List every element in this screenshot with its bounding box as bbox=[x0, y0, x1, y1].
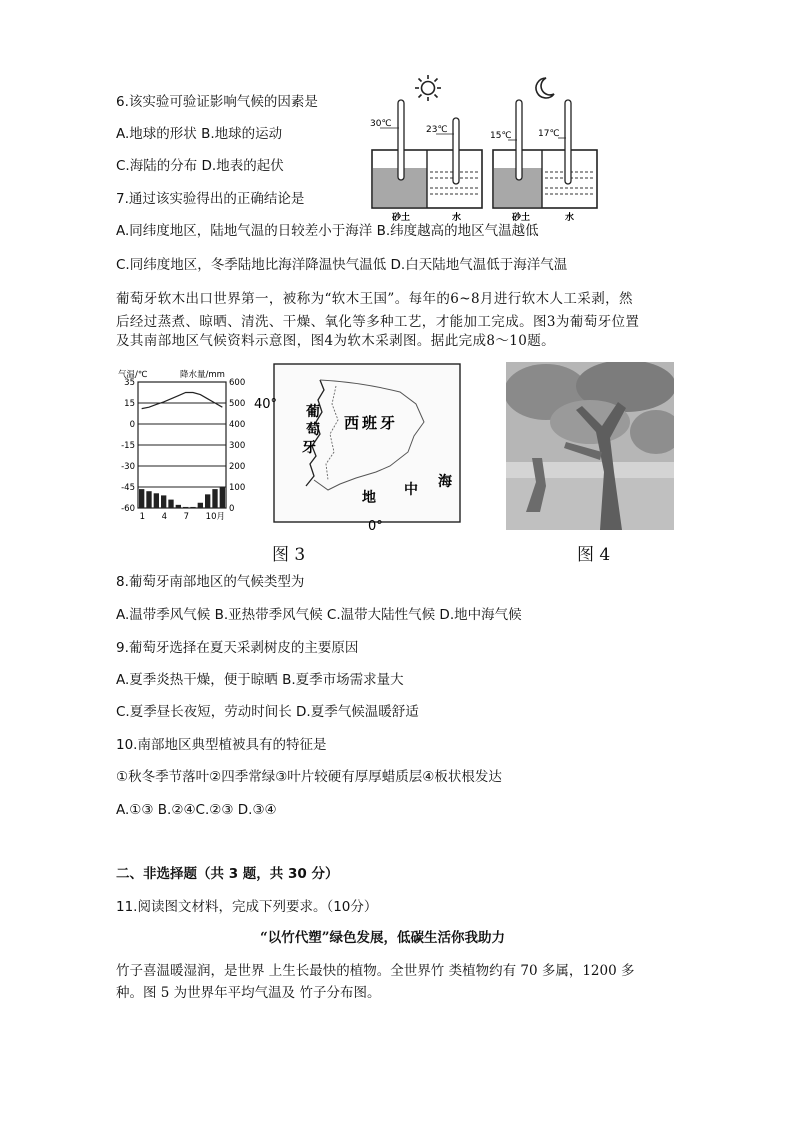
precip-bar bbox=[161, 495, 166, 508]
q9-options-ab: A.夏季炎热干燥，便于晾晒 B.夏季市场需求量大 bbox=[116, 672, 404, 688]
night-right-temp: 17℃ bbox=[538, 129, 560, 139]
q10-items: ①秋冬季节落叶②四季常绿③叶片较硬有厚厚蜡质层④板状根发达 bbox=[116, 769, 502, 785]
q11-line-2: 种。图 5 为世界年平均气温及 竹子分布图。 bbox=[116, 985, 381, 1001]
day-right-temp: 23℃ bbox=[426, 125, 448, 135]
q10-stem: 10.南部地区典型植被具有的特征是 bbox=[116, 737, 327, 753]
spain-label: 西班牙 bbox=[344, 414, 399, 432]
night-left-temp: 15℃ bbox=[490, 131, 512, 141]
night-soil-label: 砂土 bbox=[512, 213, 531, 223]
portugal-char-2: 萄 bbox=[306, 422, 320, 438]
precip-bar bbox=[205, 494, 210, 508]
q8-stem: 8.葡萄牙南部地区的气候类型为 bbox=[116, 574, 305, 590]
portugal-char-1: 葡 bbox=[306, 404, 320, 420]
temp-tick-label: -30 bbox=[121, 462, 135, 472]
portugal-char-3: 牙 bbox=[302, 440, 316, 456]
med-char-3: 海 bbox=[438, 474, 452, 490]
moon-icon bbox=[536, 78, 554, 98]
day-left-temp: 30℃ bbox=[370, 119, 392, 129]
q9-stem: 9.葡萄牙选择在夏天采剥树皮的主要原因 bbox=[116, 640, 359, 656]
precip-tick-label: 200 bbox=[229, 462, 246, 472]
precip-bar bbox=[190, 507, 195, 508]
fig4-caption: 图 4 bbox=[577, 545, 611, 565]
temp-tick-label: 15 bbox=[124, 399, 135, 409]
night-water-label: 水 bbox=[565, 213, 575, 223]
precip-tick-label: 100 bbox=[229, 483, 246, 493]
precip-bar bbox=[146, 491, 151, 508]
precip-tick-label: 500 bbox=[229, 399, 246, 409]
lon-label: 0° bbox=[368, 519, 383, 532]
q7-stem: 7.通过该实验得出的正确结论是 bbox=[116, 191, 305, 207]
section-heading: 二、非选择题（共 3 题，共 30 分） bbox=[116, 866, 339, 882]
precip-bar bbox=[154, 493, 159, 508]
precip-bar bbox=[139, 489, 144, 508]
q9-options-cd: C.夏季昼长夜短，劳动时间长 D.夏季气候温暖舒适 bbox=[116, 704, 419, 720]
q8-options: A.温带季风气候 B.亚热带季风气候 C.温带大陆性气候 D.地中海气候 bbox=[116, 607, 522, 623]
q11-line-1: 竹子喜温暖湿润，是世界 上生长最快的植物。全世界竹 类植物约有 70 多属，1200 多 bbox=[116, 963, 635, 979]
climate-chart bbox=[112, 366, 246, 526]
q7-options-cd: C.同纬度地区，冬季陆地比海洋降温快气温低 D.白天陆地气温低于海洋气温 bbox=[116, 257, 568, 273]
q10-options: A.①③ B.②④C.②③ D.③④ bbox=[116, 802, 277, 818]
day-water-label: 水 bbox=[452, 213, 462, 223]
temp-tick-label: -45 bbox=[121, 483, 135, 493]
temp-tick-label: -60 bbox=[121, 504, 135, 514]
q11-title: “以竹代塑”绿色发展，低碳生活你我助力 bbox=[260, 930, 506, 946]
precip-bar bbox=[220, 487, 225, 508]
temp-tick-label: -15 bbox=[121, 441, 135, 451]
temperature-curve bbox=[142, 393, 223, 409]
iberia-map bbox=[240, 360, 464, 532]
month-tick-label: 7 bbox=[183, 512, 190, 522]
cork-tree-photo bbox=[506, 362, 674, 530]
temp-tick-label: 35 bbox=[124, 378, 135, 388]
temp-tick-label: 0 bbox=[129, 420, 135, 430]
precip-bar bbox=[198, 503, 203, 508]
precip-axis-label: 降水量/mm bbox=[180, 370, 225, 380]
precip-bar bbox=[176, 505, 181, 508]
precip-tick-label: 300 bbox=[229, 441, 246, 451]
passage-line-2: 后经过蒸煮、晾晒、清洗、干燥、氧化等多种工艺，才能加工完成。图3为葡萄牙位置 bbox=[116, 314, 640, 330]
lat-label: 40° bbox=[254, 397, 278, 412]
precip-bar bbox=[168, 500, 173, 508]
passage-line-3: 及其南部地区气候资料示意图，图4为软木采剥图。据此完成8〜10题。 bbox=[116, 333, 556, 349]
experiment-figure bbox=[368, 72, 600, 224]
med-char-1: 地 bbox=[362, 490, 376, 506]
passage-line-1: 葡萄牙软木出口世界第一，被称为“软木王国”。每年的6~8月进行软木人工采剥，然 bbox=[116, 291, 633, 307]
q6-stem: 6.该实验可验证影响气候的因素是 bbox=[116, 94, 318, 110]
precip-bar bbox=[212, 489, 217, 508]
sun-icon bbox=[415, 75, 441, 101]
month-tick-label: 10月 bbox=[205, 512, 225, 522]
med-char-2: 中 bbox=[404, 482, 418, 498]
fig3-caption: 图 3 bbox=[272, 545, 306, 565]
precip-tick-label: 600 bbox=[229, 378, 246, 388]
day-soil-label: 砂土 bbox=[392, 213, 411, 223]
temp-axis-label: 气温/℃ bbox=[118, 370, 148, 380]
precip-bar bbox=[183, 507, 188, 508]
precip-tick-label: 400 bbox=[229, 420, 246, 430]
q6-options-cd: C.海陆的分布 D.地表的起伏 bbox=[116, 158, 284, 174]
q11-stem: 11.阅读图文材料，完成下列要求。（10分） bbox=[116, 899, 378, 915]
month-tick-label: 1 bbox=[139, 512, 146, 522]
q6-options-ab: A.地球的形状 B.地球的运动 bbox=[116, 126, 283, 142]
month-tick-label: 4 bbox=[161, 512, 168, 522]
precip-tick-label: 0 bbox=[229, 504, 235, 514]
q7-options-ab: A.同纬度地区，陆地气温的日较差小于海洋 B.纬度越高的地区气温越低 bbox=[116, 223, 539, 239]
